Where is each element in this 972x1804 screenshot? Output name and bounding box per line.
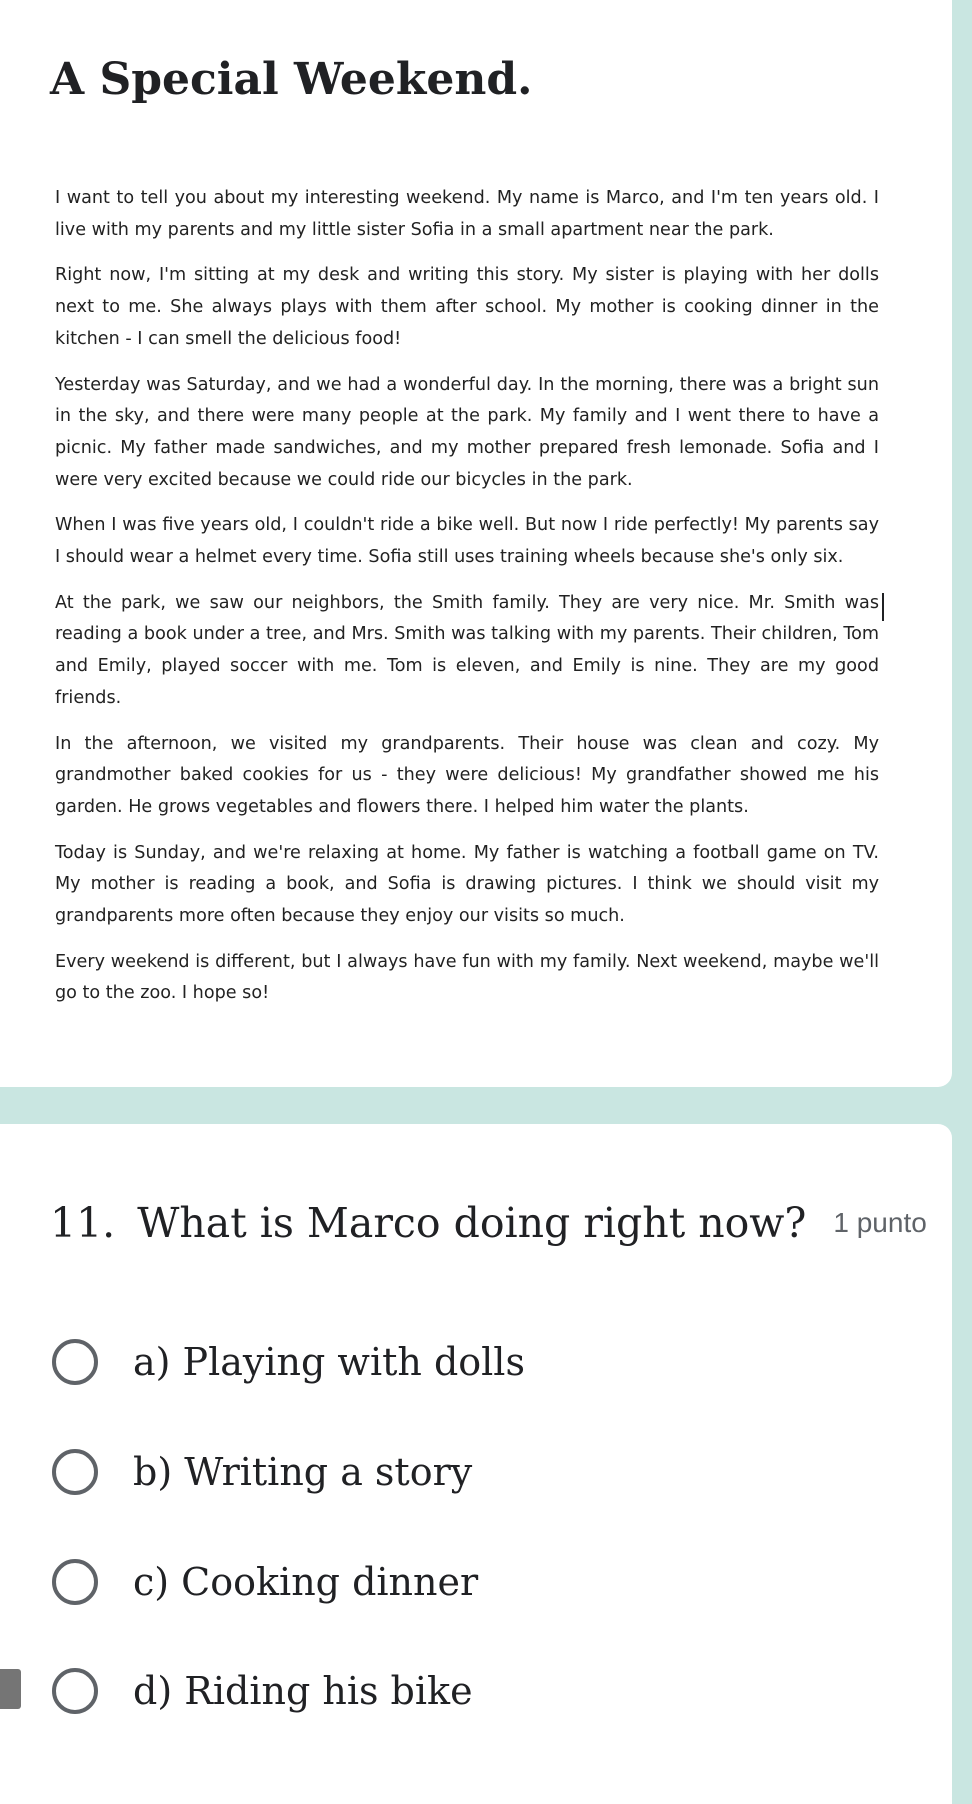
passage-paragraph: Every weekend is different, but I always have fun with my family. Next weekend, maybe we'll go to the zoo. I hope so! bbox=[55, 951, 879, 1004]
answer-option-a[interactable] bbox=[52, 1336, 525, 1388]
answer-option-b[interactable] bbox=[52, 1446, 472, 1498]
side-tab-handle[interactable] bbox=[0, 1669, 21, 1709]
passage-paragraph: At the park, we saw our neighbors, the Smith family. They are very nice. Mr. Smith was reading a book under a tree, and Mrs. Smith was talking with my parents. Their children, Tom and Emily, played soccer with me. Tom is eleven, and Emily is nine. They are my good friends. bbox=[55, 592, 879, 708]
option-label[interactable]: d) Riding his bike bbox=[133, 1669, 473, 1713]
passage-paragraph: In the afternoon, we visited my grandparents. Their house was clean and cozy. My grandmother baked cookies for us - they were delicious! My grandfather showed me his garden. He grows vegetables and flowers there. I helped him water the plants. bbox=[55, 733, 879, 817]
option-label[interactable]: b) Writing a story bbox=[133, 1450, 473, 1494]
radio-button[interactable] bbox=[52, 1449, 98, 1495]
passage-title: A Special Weekend. bbox=[50, 54, 533, 105]
passage-paragraph: Today is Sunday, and we're relaxing at home. My father is watching a football game on TV. My mother is reading a book, and Sofia is drawing pictures. I think we should visit my grandparents more often because they enjoy our visits so much. bbox=[55, 842, 879, 927]
question-number: 11. bbox=[50, 1199, 116, 1247]
option-label[interactable]: a) Playing with dolls bbox=[133, 1340, 525, 1384]
question-title bbox=[50, 1192, 927, 1254]
question-points: 1 punto bbox=[833, 1207, 927, 1238]
passage-body bbox=[55, 183, 879, 1024]
passage-paragraph: Yesterday was Saturday, and we had a wonderful day. In the morning, there was a bright sun in the sky, and there were many people at the park. My family and I went there to have a picnic. My father made sandwiches, and my mother prepared fresh lemonade. Sofia and I were very excited because we could ride our bicycles in the park. bbox=[55, 374, 879, 490]
answer-option-d[interactable] bbox=[52, 1665, 473, 1717]
answer-option-c[interactable] bbox=[52, 1556, 478, 1608]
passage-paragraph: When I was five years old, I couldn't ride a bike well. But now I ride perfectly! My parents say I should wear a helmet every time. Sofia still uses training wheels because she's only six. bbox=[55, 515, 879, 568]
passage-paragraph: I want to tell you about my interesting weekend. My name is Marco, and I'm ten years old. I live with my parents and my little sister Sofia in a small apartment near the park. bbox=[55, 188, 879, 240]
question-text: What is Marco doing right now? bbox=[137, 1199, 807, 1247]
passage-paragraph: Right now, I'm sitting at my desk and writing this story. My sister is playing with her dolls next to me. She always plays with them after school. My mother is cooking dinner in the kitchen - I can smell the delicious food! bbox=[55, 265, 879, 349]
option-label[interactable]: c) Cooking dinner bbox=[133, 1560, 479, 1604]
text-cursor bbox=[882, 593, 884, 621]
radio-button[interactable] bbox=[52, 1668, 98, 1714]
radio-button[interactable] bbox=[52, 1559, 98, 1605]
radio-button[interactable] bbox=[52, 1339, 98, 1385]
